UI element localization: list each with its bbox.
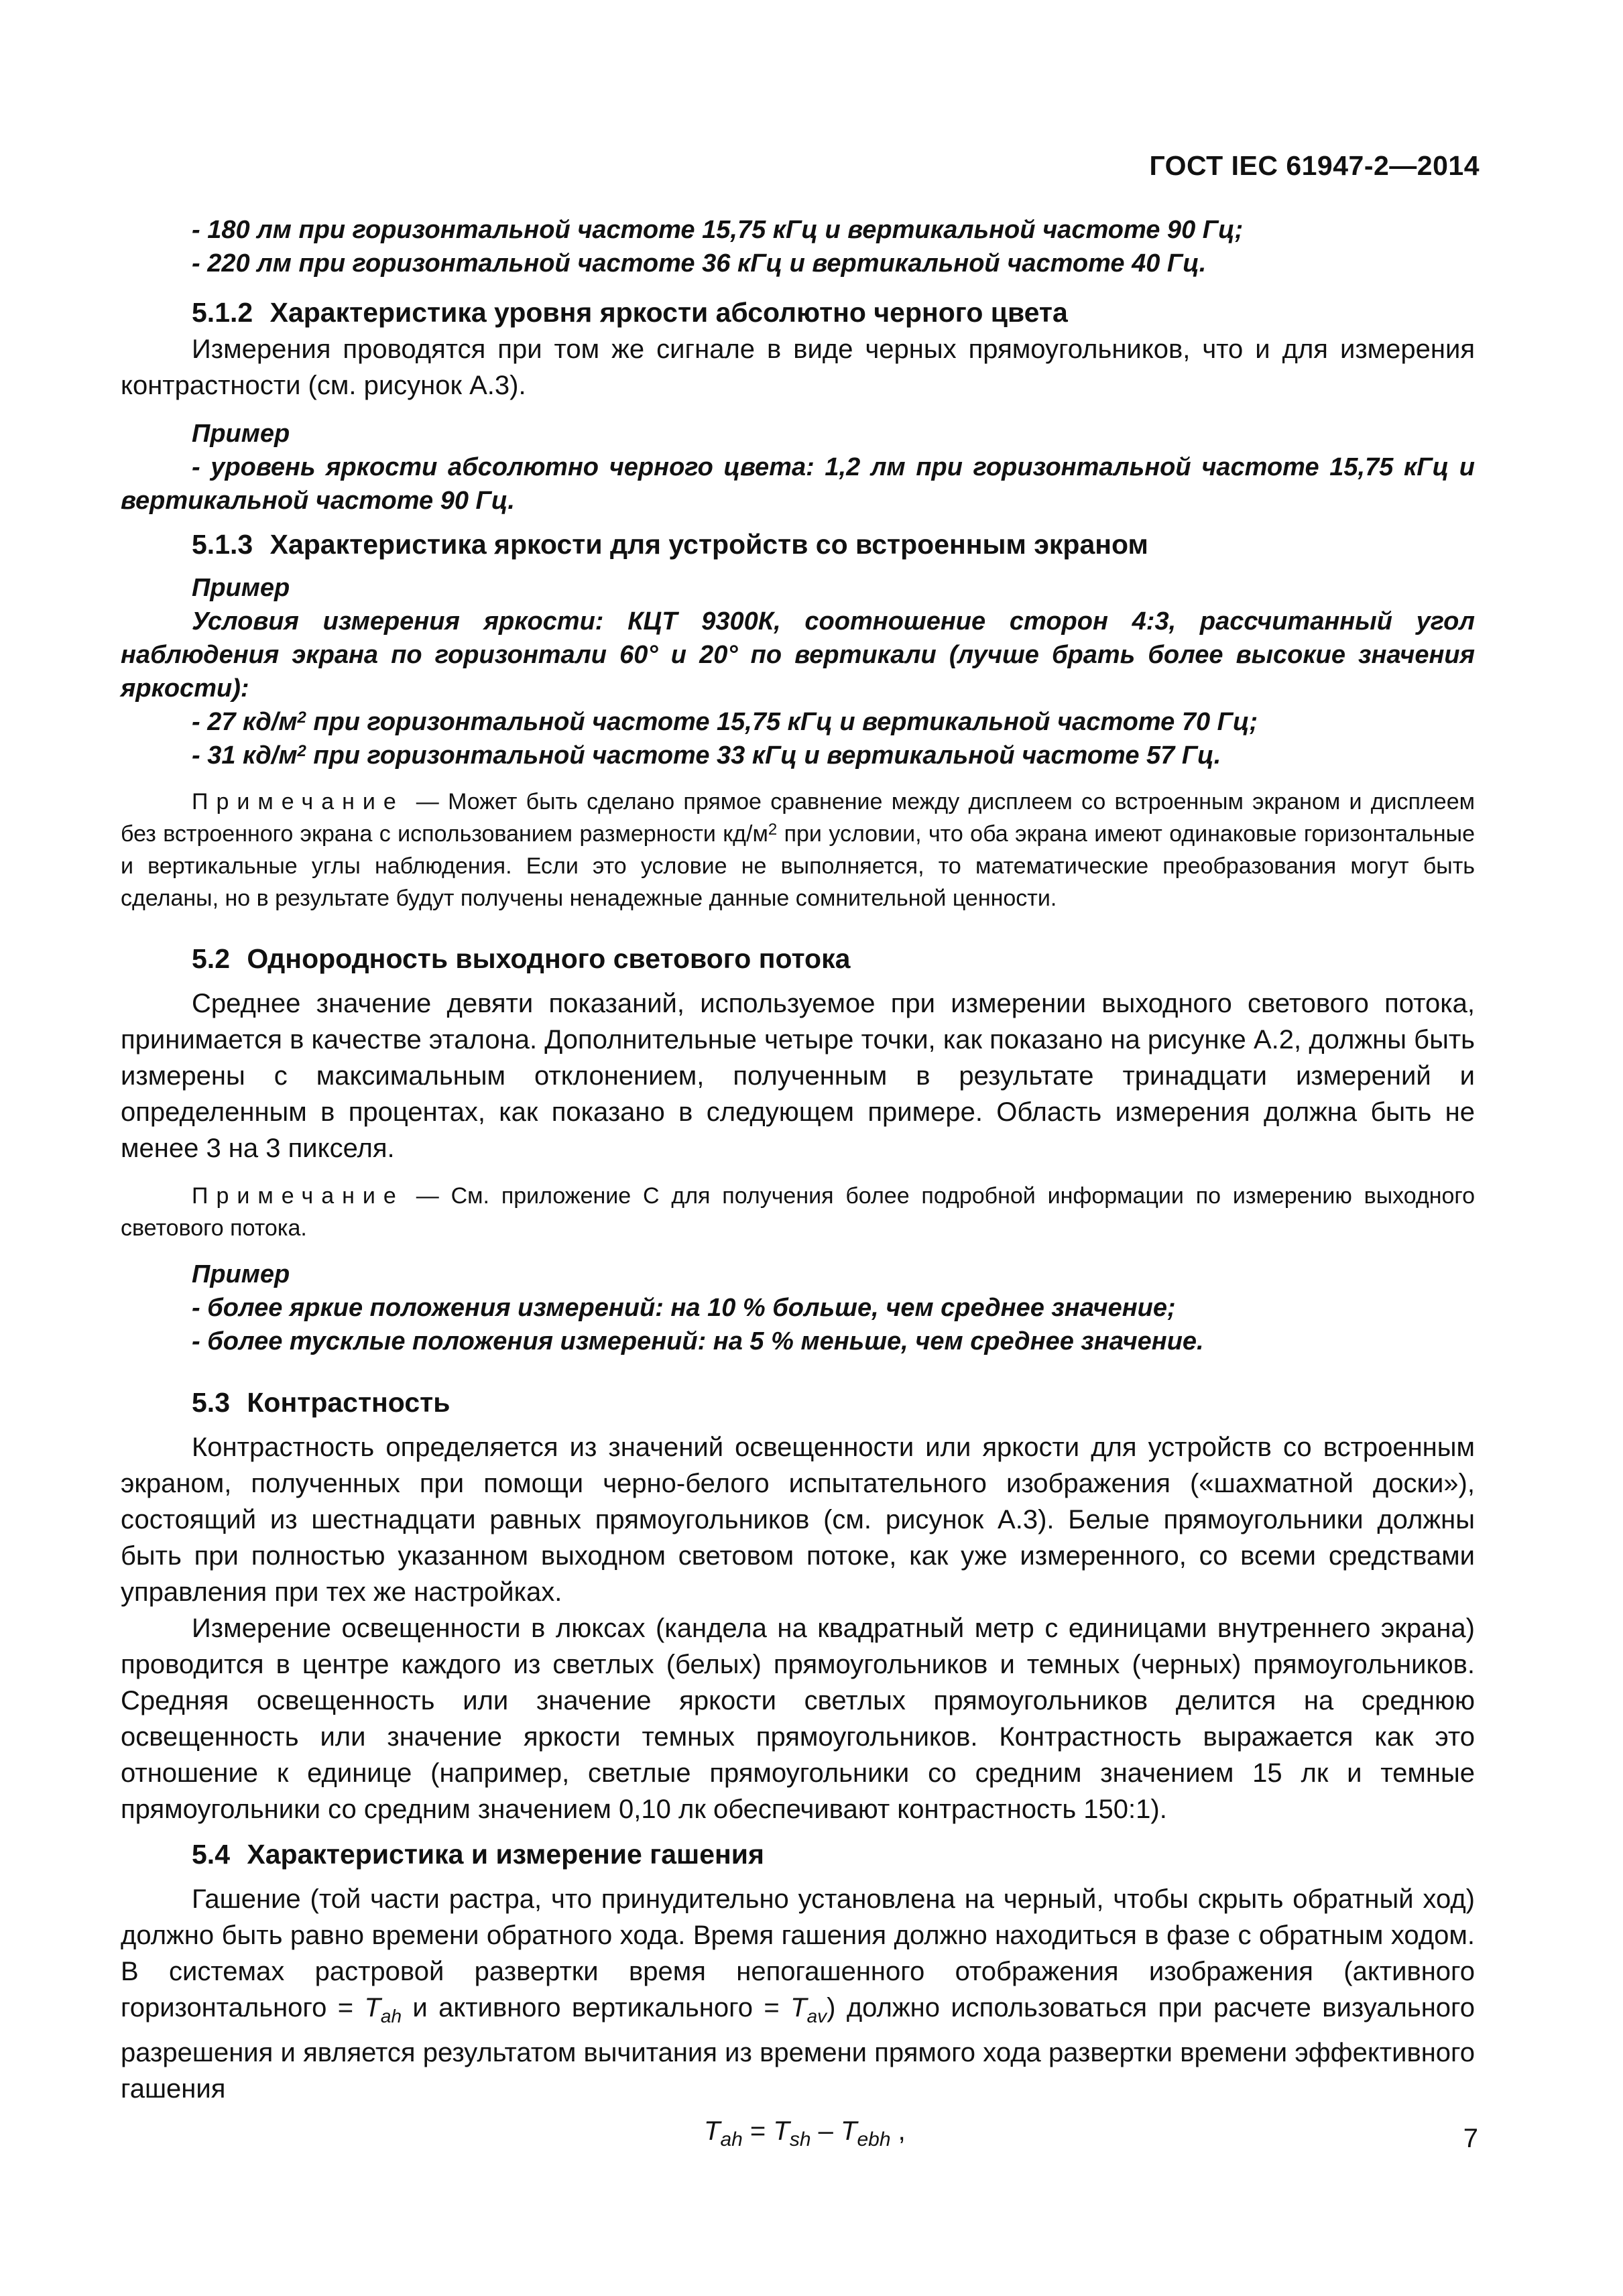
section-heading-5-4 bbox=[121, 1835, 1475, 1873]
section-number: 5.1.3 bbox=[192, 529, 253, 560]
section-number: 5.3 bbox=[192, 1387, 230, 1418]
section-heading-5-1-3 bbox=[121, 526, 1475, 563]
example-label: Пример bbox=[192, 574, 290, 602]
section-title: Характеристика и измерение гашения bbox=[247, 1839, 764, 1870]
list-item: - более тусклые положения измерений: на 5 % меньше, чем среднее значение. bbox=[192, 1327, 1204, 1355]
note: Примечание — См. приложение С для получения более подробной информации по измерению выходного светового потока. bbox=[121, 1183, 1475, 1241]
section-title: Характеристика уровня яркости абсолютно черного цвета bbox=[269, 297, 1068, 328]
list-item: - 180 лм при горизонтальной частоте 15,75 кГц и вертикальной частоте 90 Гц; bbox=[192, 216, 1244, 244]
note-label: Примечание bbox=[192, 1183, 404, 1209]
section-heading-5-1-2 bbox=[121, 294, 1475, 331]
section-title: Контрастность bbox=[247, 1387, 450, 1418]
note-label: Примечание bbox=[192, 789, 404, 814]
section-number: 5.1.2 bbox=[192, 297, 253, 328]
document-id-header: ГОСТ IEC 61947-2—2014 bbox=[1149, 150, 1480, 181]
paragraph: Среднее значение девяти показаний, используемое при измерении выходного светового потока, принимается в качестве эталона. Дополнительные четыре точки, как показано на рисунке А.2, должны быть измерены с максимальным отклонением, полученным в результате тринадцати измерений и определенным в процентах, как показано в следующем примере. Область измерения должна быть не менее 3 на 3 пикселя. bbox=[121, 989, 1475, 1163]
section-heading-5-2 bbox=[121, 940, 1475, 977]
section-number: 5.2 bbox=[192, 943, 230, 974]
example-label: Пример bbox=[192, 420, 290, 448]
list-item: - более яркие положения измерений: на 10 % больше, чем среднее значение; bbox=[192, 1294, 1176, 1322]
list-item: - 31 $кд/м^2$ при горизонтальной частоте 33 кГц и вертикальной частоте 57 Гц. bbox=[192, 741, 1221, 770]
note: Примечание — Может быть сделано прямое сравнение между дисплеем со встроенным экраном и дисплеем без встроенного экрана с использованием размерности $кд/м^2$ при условии, что оба экрана имеют одинаковые горизонтальные и вертикальные углы наблюдения. Если это условие не выполняется, то математические преобразования могут быть сделаны, но в результате будут получены ненадежные данные сомнительной ценности. bbox=[121, 789, 1475, 911]
example-label: Пример bbox=[192, 1260, 290, 1288]
section-title: Характеристика яркости для устройств со встроенным экраном bbox=[269, 529, 1148, 560]
list-item: - 220 лм при горизонтальной частоте 36 кГц и вертикальной частоте 40 Гц. bbox=[192, 249, 1207, 278]
example-text: - уровень яркости абсолютно черного цвета: 1,2 лм при горизонтальной частоте 15,75 кГц и вертикальной частоте 90 Гц. bbox=[121, 453, 1475, 515]
section-heading-5-3 bbox=[121, 1384, 1475, 1421]
paragraph: Измерение освещенности в люксах (кандела на квадратный метр с единицами внутреннего экрана) проводится в центре каждого из светлых (белых) прямоугольников и темных (черных) прямоугольников. Средняя освещенность или значение яркости светлых прямоугольников делится на среднюю освещенность или значение яркости темных прямоугольников. Контрастность выражается как это отношение к единице (например, светлые прямоугольники со средним значением 15 лк и темные прямоугольники со средним значением 0,10 лк обеспечивают контрастность 150:1). bbox=[121, 1614, 1475, 1824]
paragraph: Контрастность определяется из значений освещенности или яркости для устройств со встроенным экраном, полученных при помощи черно-белого испытательного изображения («шахматной доски»), состоящий из шестнадцати равных прямоугольников (см. рисунок А.3). Белые прямоугольники должны быть при полностью указанном выходном световом потоке, как уже измеренного, со всеми средствами управления при тех же настройках. bbox=[121, 1433, 1475, 1607]
section-title: Однородность выходного светового потока bbox=[247, 943, 851, 974]
page-content bbox=[121, 213, 1475, 2160]
paragraph: Измерения проводятся при том же сигнале в виде черных прямоугольников, что и для измерения контрастности (см. рисунок А.3). bbox=[121, 335, 1475, 400]
example-text: Условия измерения яркости: КЦТ 9300К, соотношение сторон 4:3, рассчитанный угол наблюдения экрана по горизонтали 60° и 20° по вертикали (лучше брать более высокие значения яркости): bbox=[121, 607, 1475, 703]
paragraph: Гашение (той части растра, что принудительно установлена на черный, чтобы скрыть обратный ход) должно быть равно времени обратного хода. Время гашения должно находиться в фазе с обратным ходом. В системах растровой развертки время непогашенного отображения изображения (активного горизонтального = $T_{ah}$ и активного вертикального = $T_{av}$) должно использоваться при расчете визуального разрешения и является результатом вычитания из времени прямого хода развертки времени эффективного гашения bbox=[121, 1884, 1475, 2104]
page-number: 7 bbox=[1463, 2124, 1478, 2153]
formula: $T_{ah} = T_{sh} - T_{ebh}$ , bbox=[704, 2116, 906, 2151]
list-item: - 27 $кд/м^2$ при горизонтальной частоте 15,75 кГц и вертикальной частоте 70 Гц; bbox=[192, 708, 1258, 736]
section-number: 5.4 bbox=[192, 1839, 230, 1870]
